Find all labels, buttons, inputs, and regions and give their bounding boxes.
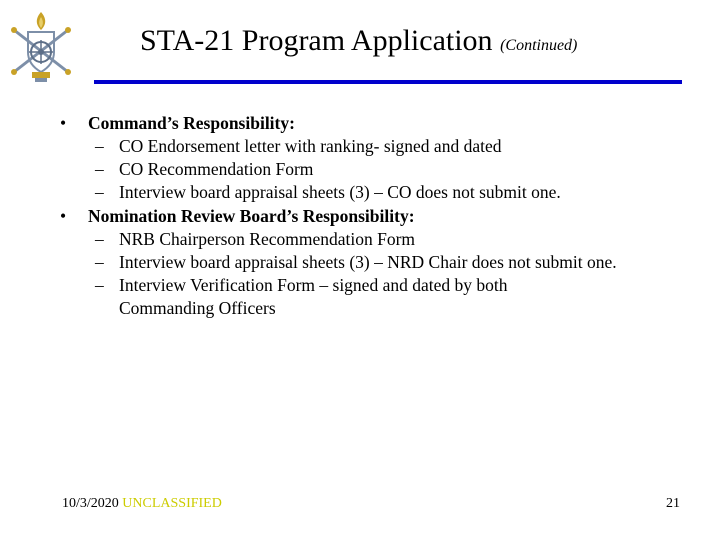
footer-date-text: 10/3/2020 [62,496,119,511]
sub-bullet [60,251,619,274]
sub-bullet-text: CO Endorsement letter with ranking- signed and dated [119,136,502,156]
dash-marker: – [95,275,104,295]
dash-marker: – [95,229,104,249]
sub-bullet [60,228,700,251]
slide-body [60,111,700,320]
footer-date [62,496,222,512]
sub-bullet [60,135,700,158]
sub-bullet-text: Interview Verification Form – signed and dated by both Commanding Officers [119,275,508,318]
navy-emblem-icon [8,10,74,84]
sub-bullet [60,181,700,204]
page-number: 21 [666,496,680,511]
dash-marker: – [95,159,104,179]
sub-bullet-text: NRB Chairperson Recommendation Form [119,229,416,249]
bullet-marker: • [60,206,67,226]
slide-title [140,26,577,56]
bullet-command-responsibility [60,111,700,135]
bullet-nrb-responsibility [60,204,700,228]
bullet-marker: • [60,113,67,133]
sub-bullet-text: Interview board appraisal sheets (3) – NRD Chair does not submit one. [119,252,617,272]
title-underline [94,80,682,84]
bullet-heading: Nomination Review Board’s Responsibility: [88,206,415,226]
classification-label: UNCLASSIFIED [122,496,222,511]
dash-marker: – [95,136,104,156]
dash-marker: – [95,252,104,272]
bullet-heading: Command’s Responsibility: [88,113,295,133]
sub-bullet [60,274,589,320]
dash-marker: – [95,182,104,202]
slide-title-suffix: (Continued) [500,37,578,54]
sub-bullet [60,158,700,181]
sub-bullet-text: CO Recommendation Form [119,159,314,179]
slide-title-main: STA-21 Program Application [140,24,493,57]
sub-bullet-text: Interview board appraisal sheets (3) – CO does not submit one. [119,182,561,202]
